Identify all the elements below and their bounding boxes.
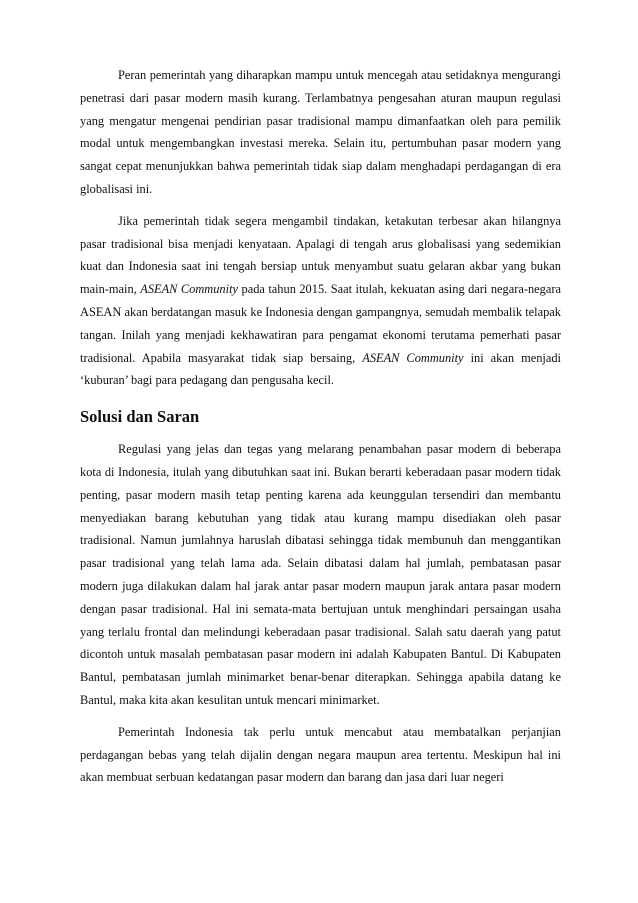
italic-term-asean-community: ASEAN Community [362, 350, 464, 365]
paragraph-regulation: Regulasi yang jelas dan tegas yang melarang penambahan pasar modern di beberapa kota di Indonesia, itulah yang dibutuhkan saat ini. Bukan berarti keberadaan pasar modern tidak penting, pasar modern masih tetap penting karena ada keunggulan tersendiri dan membantu menyediakan barang kebutuhan yang tidak atau kurang mampu disediakan oleh pasar tradisional. Namun jumlahnya haruslah dibatasi sehingga tidak membunuh dan menggantikan pasar tradisional yang telah lama ada. Selain dibatasi dalam hal jumlah, pembatasan pasar modern juga dilakukan dalam hal jarak antar pasar modern maupun jarak antara pasar modern dengan pasar tradisional. Hal ini semata-mata bertujuan untuk menghindari persaingan usaha yang terlalu frontal dan melindungi keberadaan pasar tradisional. Salah satu daerah yang patut dicontoh untuk masalah pembatasan pasar modern ini adalah Kabupaten Bantul. Di Kabupaten Bantul, pembatasan jumlah minimarket benar-benar diterapkan. Sehingga apabila datang ke Bantul, maka kita akan kesulitan untuk mencari minimarket. [80, 442, 561, 707]
paragraph-asean-threat [80, 210, 561, 392]
document-page [80, 64, 561, 789]
text-run: Jika pemerintah tidak segera mengambil tindakan, ketakutan terbesar akan hilangnya pasar tradisional bisa menjadi kenyataan. Apalagi di tengah arus globalisasi yang sedemikian kuat dan Indonesia saat ini tengah bersiap untuk menyambut suatu gelaran akbar yang bukan main-main, [80, 213, 561, 297]
text-run: pada tahun 2015. Saat itulah, kekuatan asing dari negara-negara ASEAN akan berdatangan masuk ke Indonesia dengan gampangnya, semudah membalik telapak tangan. Inilah yang menjadi kekhawatiran para pengamat ekonomi terutama pemerhati pasar tradisional. Apabila masyarakat tidak siap bersaing, [80, 282, 562, 365]
paragraph-free-trade: Pemerintah Indonesia tak perlu untuk mencabut atau membatalkan perjanjian perdagangan bebas yang telah dijalin dengan negara maupun area tertentu. Meskipun hal ini akan membuat serbuan kedatangan pasar modern dan barang dan jasa dari luar negeri [80, 724, 561, 785]
section-heading: Solusi dan Saran [80, 407, 200, 427]
italic-term-asean-community: ASEAN Community [140, 282, 239, 297]
text-run: ini akan menjadi ‘kuburan’ bagi para pedagang dan pengusaha kecil. [80, 350, 561, 388]
paragraph-government-role: Peran pemerintah yang diharapkan mampu untuk mencegah atau setidaknya mengurangi penetrasi dari pasar modern masih kurang. Terlambatnya pengesahan aturan maupun regulasi yang mengatur mengenai pendirian pasar tradisional mampu dimanfaatkan oleh para pemilik modal untuk mengembangkan investasi mereka. Selain itu, pertumbuhan pasar modern yang sangat cepat menunjukkan bahwa pemerintah tidak siap dalam menghadapi perdagangan di era globalisasi ini. [80, 68, 561, 196]
